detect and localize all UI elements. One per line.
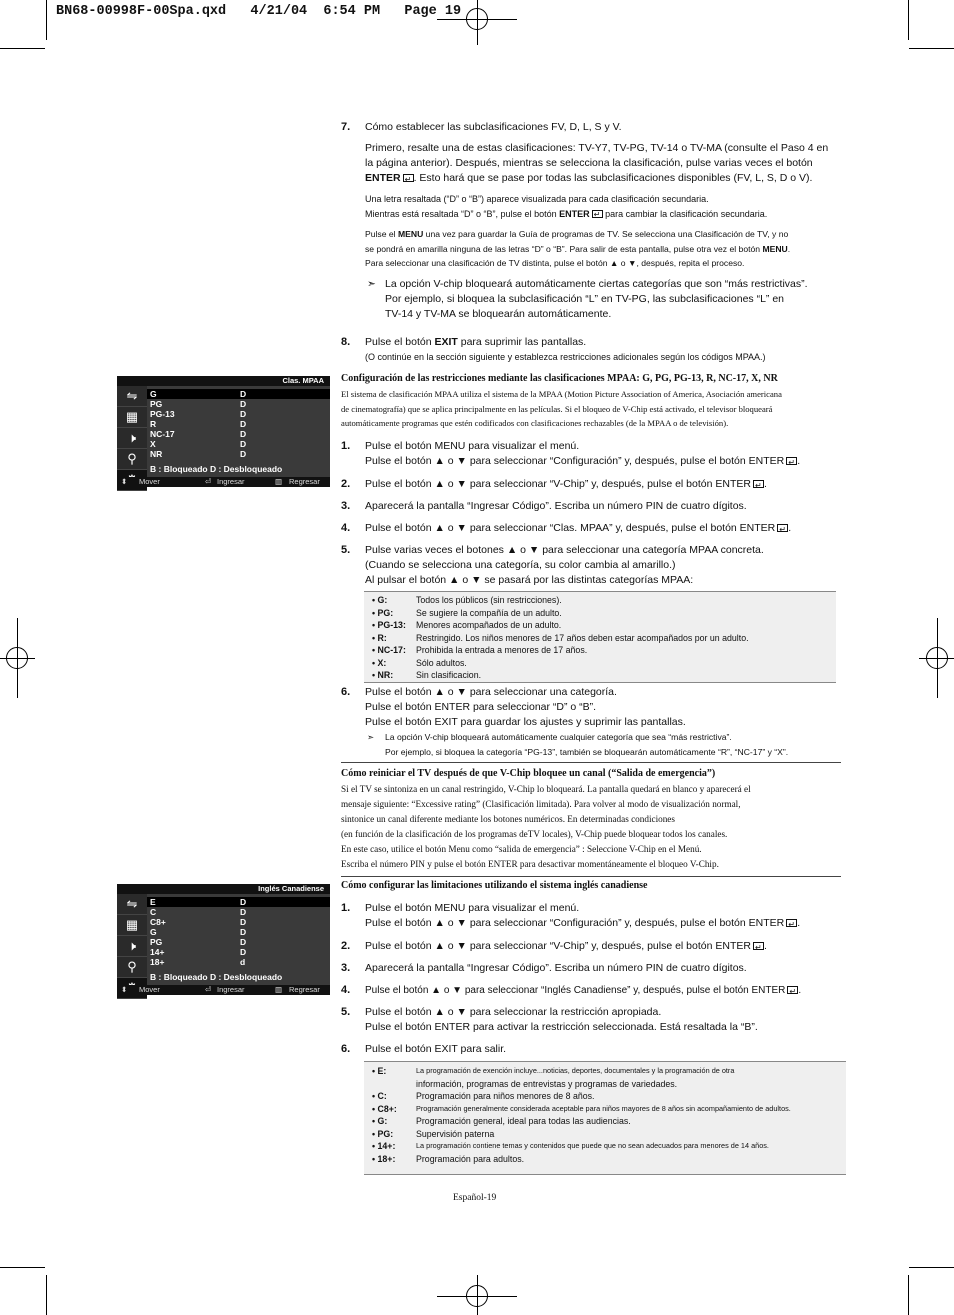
step-number: 4. bbox=[341, 984, 351, 996]
text-line: Pulse el botón ENTER para activar la restricción seleccionada. Está resaltada la “B”. bbox=[365, 1021, 758, 1033]
tv-menu-item[interactable] bbox=[147, 399, 330, 409]
text-line: de cinematografía) que se aplica principalmente en las películas. Si el bloqueo de V-Chip está activado, el televisor bloqueará bbox=[341, 403, 773, 414]
section-intro bbox=[341, 387, 841, 431]
rating-name: G bbox=[150, 389, 157, 399]
rating-name: PG bbox=[150, 937, 163, 947]
step-8 bbox=[341, 335, 841, 365]
crop-mark bbox=[477, 0, 478, 45]
lock-state: D bbox=[240, 947, 247, 957]
rating-code: • C8+: bbox=[372, 1103, 397, 1114]
table-row bbox=[364, 1103, 846, 1116]
return-icon: ▥ bbox=[275, 477, 283, 486]
tv-menu-title: Clas. MPAA bbox=[117, 376, 330, 386]
text-line: El sistema de clasificación MPAA utiliza el sistema de la MPAA (Motion Picture Association of America, Asociación americana bbox=[341, 389, 782, 399]
text-line: Aparecerá la pantalla “Ingresar Código”. Escriba un número PIN de cuatro dígitos. bbox=[365, 962, 747, 974]
text-line: (O continúe en la sección siguiente y establezca restricciones adicionales según los códigos MPAA.) bbox=[365, 352, 766, 362]
picture-icon[interactable]: ▦ bbox=[117, 915, 147, 936]
step-number: 6. bbox=[341, 686, 351, 698]
section-title: Configuración de las restricciones mediante las clasificaciones MPAA: G, PG, PG-13, R, NC-17, X, NR bbox=[341, 373, 778, 384]
note-arrow-icon: ➣ bbox=[367, 732, 375, 742]
table-row bbox=[364, 607, 836, 620]
table-row bbox=[364, 644, 836, 657]
rating-name: X bbox=[150, 439, 156, 449]
input-icon[interactable]: ⇋ bbox=[117, 894, 147, 915]
text-line: se pondrá en amarilla ninguna de las letras “D” o “B”. Para salir de esta pantalla, pulse otra vez el botón MENU. bbox=[365, 243, 791, 254]
text-span: Pulse el botón ▲ o ▼ para seleccionar “Configuración” y, después, pulse el botón ENTER bbox=[365, 455, 785, 467]
crop-mark bbox=[46, 0, 47, 40]
tv-menu-mpaa bbox=[117, 376, 330, 487]
input-icon[interactable]: ⇋ bbox=[117, 386, 147, 407]
text-span: Pulse el botón ▲ o ▼ para seleccionar “Inglés Canadiense” y, después, pulse el botón ENTER bbox=[365, 985, 786, 996]
tv-menu-legend: B : Bloqueado D : Desbloqueado bbox=[150, 464, 283, 474]
rating-description: Sin clasificacion. bbox=[416, 670, 482, 680]
table-row bbox=[364, 1078, 846, 1091]
crop-mark bbox=[909, 48, 954, 49]
text-span: Pulse el bbox=[365, 229, 396, 239]
lock-state: D bbox=[240, 419, 247, 429]
text-line: Primero, resalte una de estas clasificaciones: TV-Y7, TV-PG, TV-14 o TV-MA (consulte el Paso 4 en bbox=[365, 142, 829, 154]
enter-icon bbox=[787, 986, 798, 994]
page-number: Español-19 bbox=[453, 1193, 497, 1203]
canadian-step-3 bbox=[341, 961, 841, 976]
step-number: 2. bbox=[341, 478, 351, 490]
rating-name: R bbox=[150, 419, 157, 429]
step-number: 5. bbox=[341, 1006, 351, 1018]
text-line: La opción V-chip bloqueará automáticamente ciertas categorías que son “más restrictivas”. bbox=[385, 277, 808, 290]
mpaa-rating-table bbox=[364, 591, 836, 683]
rating-name: NC-17 bbox=[150, 429, 175, 439]
tv-menu-item[interactable] bbox=[147, 429, 330, 439]
rating-description: Programación para adultos. bbox=[416, 1153, 525, 1164]
rating-description: Sólo adultos. bbox=[416, 657, 467, 668]
crop-mark bbox=[908, 0, 909, 40]
text-line: Pulse el botón ▲ o ▼ para seleccionar “Configuración” y, después, pulse el botón ENTER↵ . bbox=[365, 916, 841, 931]
text-line: sintonice un canal diferente mediante los botones numéricos. En determinadas condiciones bbox=[341, 814, 675, 824]
text-line: En este caso, utilice el botón Menu como “salida de emergencia” : Seleccione V-Chip en el Menú. bbox=[341, 844, 702, 854]
canadian-step-1 bbox=[341, 901, 841, 931]
rating-code: • 14+: bbox=[372, 1141, 396, 1151]
text-line: (Cuando se selecciona una categoría, su color cambia al amarillo.) bbox=[365, 559, 676, 571]
rating-description: Programación general, ideal para todas las audiencias. bbox=[416, 1116, 631, 1126]
rating-name: PG bbox=[150, 399, 163, 409]
tv-menu-sidebar bbox=[117, 894, 147, 985]
move-icon: ⬍ bbox=[121, 985, 128, 994]
note-arrow-icon: ➣ bbox=[367, 277, 376, 290]
enter-icon: ⏎ bbox=[205, 985, 212, 994]
step-number: 8. bbox=[341, 336, 351, 348]
note bbox=[365, 277, 841, 322]
rating-description: La programación de exención incluye...noticias, deportes, documentales y la programación de otra bbox=[416, 1066, 735, 1075]
tv-menu-item[interactable] bbox=[147, 917, 330, 927]
crop-mark bbox=[909, 1267, 954, 1268]
canadian-step-2: 2. Pulse el botón ▲ o ▼ para seleccionar “V-Chip” y, después, pulse el botón ENTER↵ . bbox=[341, 939, 841, 954]
table-row bbox=[364, 1065, 846, 1078]
file-header: BN68-00998F-00Spa.qxd 4/21/04 6:54 PM Page 19 bbox=[56, 4, 462, 19]
text-line: TV-14 y TV-MA se bloquearán automáticamente. bbox=[385, 307, 612, 320]
text-line: (en función de la clasificación de los programas deTV locales), V-Chip puede bloquear todos los canales. bbox=[341, 829, 728, 839]
text-line: Pulse el botón ENTER para seleccionar “D” o “B”. bbox=[365, 701, 597, 713]
text-line: Para seleccionar una clasificación de TV distinta, pulse el botón ▲ o ▼, después, repita el proceso. bbox=[365, 258, 745, 268]
text-line bbox=[365, 335, 841, 350]
sound-icon[interactable]: 🕨 bbox=[117, 936, 147, 957]
mpaa-step-5 bbox=[341, 543, 841, 588]
lock-state: D bbox=[240, 907, 247, 917]
tv-menu-legend: B : Bloqueado D : Desbloqueado bbox=[150, 972, 283, 982]
lock-state: D bbox=[240, 897, 247, 907]
rating-description: Se sugiere la compañía de un adulto. bbox=[416, 607, 562, 618]
text-line: Escriba el número PIN y pulse el botón ENTER para desactivar momentáneamente el bloqueo V-Chip. bbox=[341, 859, 719, 869]
tv-menu-footer bbox=[117, 477, 330, 487]
mpaa-step-1 bbox=[341, 439, 841, 469]
channel-icon[interactable]: ⚲ bbox=[117, 957, 147, 978]
note bbox=[365, 730, 841, 759]
enter-icon bbox=[592, 210, 603, 218]
footer-move: Mover bbox=[139, 985, 160, 994]
text-line: automáticamente programas que estén codificados con clasificaciones rechazables (de la MPAA o de televisión). bbox=[341, 418, 729, 428]
text-span: para suprimir las pantallas. bbox=[460, 336, 587, 348]
table-row bbox=[364, 1090, 846, 1103]
text-line: Pulse el botón ▲ o ▼ para seleccionar “Configuración” y, después, pulse el botón ENTER↵ . bbox=[365, 454, 841, 469]
rating-description: Menores acompañados de un adulto. bbox=[416, 620, 562, 630]
text-line: Una letra resaltada (“D” o “B”) aparece visualizada para cada clasificación secundaria. bbox=[365, 194, 709, 204]
step-number: 3. bbox=[341, 500, 351, 512]
table-row bbox=[364, 1115, 846, 1128]
rating-name: NR bbox=[150, 449, 163, 459]
rating-code: • G: bbox=[372, 1116, 388, 1126]
tv-menu-sidebar bbox=[117, 386, 147, 477]
tv-menu-item[interactable] bbox=[147, 449, 330, 459]
picture-icon[interactable]: ▦ bbox=[117, 407, 147, 428]
enter-icon bbox=[786, 457, 797, 465]
crop-mark bbox=[937, 618, 938, 698]
text-line: la página anterior). Después, mientras se selecciona la clasificación, pulse varias veces el botón bbox=[365, 157, 813, 169]
rating-code: • X: bbox=[372, 657, 387, 668]
crop-mark bbox=[908, 1275, 909, 1315]
table-row bbox=[364, 619, 836, 632]
text-line bbox=[365, 171, 841, 186]
step-number: 6. bbox=[341, 1043, 351, 1055]
text-span: Pulse el botón bbox=[365, 336, 432, 348]
enter-label: ENTER bbox=[559, 208, 590, 219]
rating-description: Restringido. Los niños menores de 17 años deben estar acompañados por un adulto. bbox=[416, 632, 749, 643]
text-line bbox=[365, 207, 841, 222]
text-span: para cambiar la clasificación secundaria. bbox=[605, 208, 768, 219]
footer-enter: Ingresar bbox=[217, 985, 245, 994]
enter-icon bbox=[777, 524, 788, 532]
step-number: 3. bbox=[341, 962, 351, 974]
text-line: Por ejemplo, si bloquea la subclasificación “L” en TV-PG, las subclasificaciones “L” en bbox=[385, 292, 784, 305]
crop-mark bbox=[0, 1267, 45, 1268]
tv-menu-title: Inglés Canadiense bbox=[117, 884, 330, 894]
footer-return: Regresar bbox=[289, 477, 320, 486]
tv-menu-item[interactable] bbox=[147, 947, 330, 957]
mpaa-step-4: 4. Pulse el botón ▲ o ▼ para seleccionar “Clas. MPAA” y, después, pulse el botón ENTER↵ . bbox=[341, 521, 841, 536]
table-row bbox=[364, 669, 836, 682]
text-line: La opción V-chip bloqueará automáticamente cualquier categoría que sea “más restrictiva”. bbox=[385, 732, 732, 742]
lock-state: D bbox=[240, 439, 247, 449]
footer-return: Regresar bbox=[289, 985, 320, 994]
rating-code: • PG: bbox=[372, 1128, 394, 1139]
text-line bbox=[365, 227, 841, 242]
emergency-text bbox=[341, 782, 841, 872]
rating-code: • G: bbox=[372, 595, 388, 605]
tv-menu-item[interactable] bbox=[147, 937, 330, 947]
enter-label: ENTER bbox=[365, 172, 401, 184]
crop-mark bbox=[0, 48, 45, 49]
canadian-step-4: 4. Pulse el botón ▲ o ▼ para seleccionar “Inglés Canadiense” y, después, pulse el botón ENTER↵ . bbox=[341, 983, 841, 998]
lock-state: D bbox=[240, 917, 247, 927]
rating-name: C bbox=[150, 907, 157, 917]
divider bbox=[341, 876, 841, 877]
step-number: 2. bbox=[341, 940, 351, 952]
text-line: Pulse el botón EXIT para guardar los ajustes y suprimir las pantallas. bbox=[365, 716, 686, 728]
mpaa-step-3 bbox=[341, 499, 841, 514]
tv-menu-item[interactable] bbox=[147, 907, 330, 917]
text-span: Pulse el botón ▲ o ▼ para seleccionar “V-Chip” y, después, pulse el botón ENTER bbox=[365, 478, 751, 490]
lock-state: D bbox=[240, 389, 247, 399]
exit-label: EXIT bbox=[434, 336, 458, 348]
text-line: Pulse el botón EXIT para salir. bbox=[365, 1043, 507, 1055]
enter-icon bbox=[403, 174, 414, 182]
step-7 bbox=[341, 120, 841, 322]
tv-menu-rows bbox=[147, 389, 330, 459]
rating-description: Programación generalmente considerada aceptable para niños mayores de 8 años sin acompañamiento de adultos. bbox=[416, 1103, 791, 1113]
menu-label: MENU bbox=[397, 229, 424, 239]
lock-state: D bbox=[240, 429, 247, 439]
text-line: Pulse varias veces el botones ▲ o ▼ para seleccionar una categoría MPAA concreta. bbox=[365, 544, 764, 556]
step-number: 5. bbox=[341, 544, 351, 556]
move-icon: ⬍ bbox=[121, 477, 128, 486]
text-span: una vez para guardar la Guía de programas de TV. Se selecciona una Clasificación de TV, y no bbox=[425, 229, 789, 239]
text-line: Si el TV se sintoniza en un canal restringido, V-Chip lo bloqueará. La pantalla quedará en blanco y aparecerá el bbox=[341, 784, 751, 794]
mpaa-step-6 bbox=[341, 685, 841, 759]
rating-description: Prohibida la entrada a menores de 17 años. bbox=[416, 645, 588, 655]
lock-state: D bbox=[240, 409, 247, 419]
table-row bbox=[364, 594, 836, 607]
canadian-rating-table bbox=[364, 1061, 846, 1175]
rating-code: • PG: bbox=[372, 607, 394, 618]
tv-menu-footer bbox=[117, 985, 330, 995]
rating-name: E bbox=[150, 897, 156, 907]
tv-menu-item[interactable] bbox=[147, 389, 330, 399]
rating-code: • PG-13: bbox=[372, 620, 406, 630]
lock-state: D bbox=[240, 399, 247, 409]
tv-menu-item[interactable] bbox=[147, 409, 330, 419]
section-title: Cómo reiniciar el TV después de que V-Chip bloquee un canal (“Salida de emergencia”) bbox=[341, 768, 716, 779]
text-line: Pulse el botón MENU para visualizar el menú. bbox=[365, 440, 580, 452]
text-line: Al pulsar el botón ▲ o ▼ se pasará por las distintas categorías MPAA: bbox=[365, 574, 694, 586]
enter-icon bbox=[786, 919, 797, 927]
rating-code: • R: bbox=[372, 632, 387, 643]
rating-code: • NR: bbox=[372, 670, 394, 680]
tv-menu-item[interactable] bbox=[147, 439, 330, 449]
return-icon: ▥ bbox=[275, 985, 283, 994]
lock-state: D bbox=[240, 927, 247, 937]
tv-menu-item[interactable] bbox=[147, 927, 330, 937]
rating-name: C8+ bbox=[150, 917, 166, 927]
rating-code: • NC-17: bbox=[372, 645, 406, 655]
lock-state: d bbox=[240, 957, 246, 967]
rating-name: PG-13 bbox=[150, 409, 175, 419]
mpaa-step-2: 2. Pulse el botón ▲ o ▼ para seleccionar “V-Chip” y, después, pulse el botón ENTER↵ . bbox=[341, 477, 841, 492]
text-line: Pulse el botón ▲ o ▼ para seleccionar una categoría. bbox=[365, 686, 617, 698]
rating-description: información, programas de entrevistas y programas de variedades. bbox=[416, 1078, 678, 1089]
rating-name: G bbox=[150, 927, 157, 937]
rating-name: 18+ bbox=[150, 957, 165, 967]
crop-mark bbox=[17, 618, 18, 698]
table-row bbox=[364, 632, 836, 645]
text-line: mensaje siguiente: “Excessive rating” (Clasificación limitada). Para volver al modo de visualización normal, bbox=[341, 799, 741, 809]
rating-description: Todos los públicos (sin restricciones). bbox=[416, 595, 562, 605]
sound-icon[interactable]: 🕨 bbox=[117, 428, 147, 449]
text-span: Pulse el botón ▲ o ▼ para seleccionar “Configuración” y, después, pulse el botón ENTER bbox=[365, 917, 785, 929]
channel-icon[interactable]: ⚲ bbox=[117, 449, 147, 470]
enter-icon: ⏎ bbox=[205, 477, 212, 486]
text-span: se pondrá en amarilla ninguna de las letras “D” o “B”. Para salir de esta pantalla, pulse otra vez el botón bbox=[365, 243, 761, 254]
text-line: Pulse el botón ▲ o ▼ para seleccionar la restricción apropiada. bbox=[365, 1006, 662, 1018]
table-row bbox=[364, 1128, 846, 1141]
crop-mark bbox=[477, 1275, 478, 1315]
lock-state: D bbox=[240, 937, 247, 947]
text-line: Pulse el botón MENU para visualizar el menú. bbox=[365, 902, 580, 914]
text-span: . Esto hará que se pase por todas las subclasificaciones disponibles (FV, L, S, D o V). bbox=[413, 172, 813, 184]
step-number: 7. bbox=[341, 121, 351, 133]
step-number: 1. bbox=[341, 440, 351, 452]
rating-name: 14+ bbox=[150, 947, 165, 957]
rating-description: La programación contiene temas y contenidos que puede que no sean adecuados para menores de 14 años. bbox=[416, 1141, 769, 1150]
table-row bbox=[364, 1140, 846, 1153]
crop-mark bbox=[46, 1275, 47, 1315]
lock-state: D bbox=[240, 449, 247, 459]
tv-menu-item[interactable] bbox=[147, 957, 330, 967]
section-title: Cómo configurar las limitaciones utilizando el sistema inglés canadiense bbox=[341, 880, 648, 891]
rating-code: • E: bbox=[372, 1066, 387, 1076]
table-row bbox=[364, 657, 836, 670]
rating-code: • 18+: bbox=[372, 1153, 396, 1164]
footer-enter: Ingresar bbox=[217, 477, 245, 486]
text-span: Pulse el botón ▲ o ▼ para seleccionar “V-Chip” y, después, pulse el botón ENTER bbox=[365, 940, 751, 952]
enter-icon bbox=[753, 942, 764, 950]
footer-move: Mover bbox=[139, 477, 160, 486]
text-line: Cómo establecer las subclasificaciones FV, D, L, S y V. bbox=[365, 121, 622, 133]
rating-code: • C: bbox=[372, 1091, 387, 1101]
rating-description: Programación para niños menores de 8 años. bbox=[416, 1091, 595, 1101]
text-line: Por ejemplo, si bloquea la categoría “PG-13”, también se bloquearán automáticamente “R”, “NC-17” y “X”. bbox=[385, 746, 789, 757]
divider bbox=[341, 762, 841, 763]
step-number: 1. bbox=[341, 902, 351, 914]
canadian-step-5 bbox=[341, 1005, 841, 1035]
text-span: Pulse el botón ▲ o ▼ para seleccionar “Clas. MPAA” y, después, pulse el botón ENTER bbox=[365, 522, 776, 534]
tv-menu-rows bbox=[147, 897, 330, 967]
step-number: 4. bbox=[341, 522, 351, 534]
tv-menu-item[interactable] bbox=[147, 419, 330, 429]
text-span: Mientras está resaltada “D” o “B”, pulse el botón bbox=[365, 208, 557, 219]
enter-icon bbox=[753, 480, 764, 488]
tv-menu-canadian bbox=[117, 884, 330, 995]
text-line: Aparecerá la pantalla “Ingresar Código”. Escriba un número PIN de cuatro dígitos. bbox=[365, 500, 747, 512]
rating-description: Supervisión paterna bbox=[416, 1128, 495, 1139]
menu-label: MENU bbox=[762, 243, 788, 254]
table-row bbox=[364, 1153, 846, 1166]
tv-menu-item[interactable] bbox=[147, 897, 330, 907]
canadian-step-6 bbox=[341, 1042, 841, 1057]
